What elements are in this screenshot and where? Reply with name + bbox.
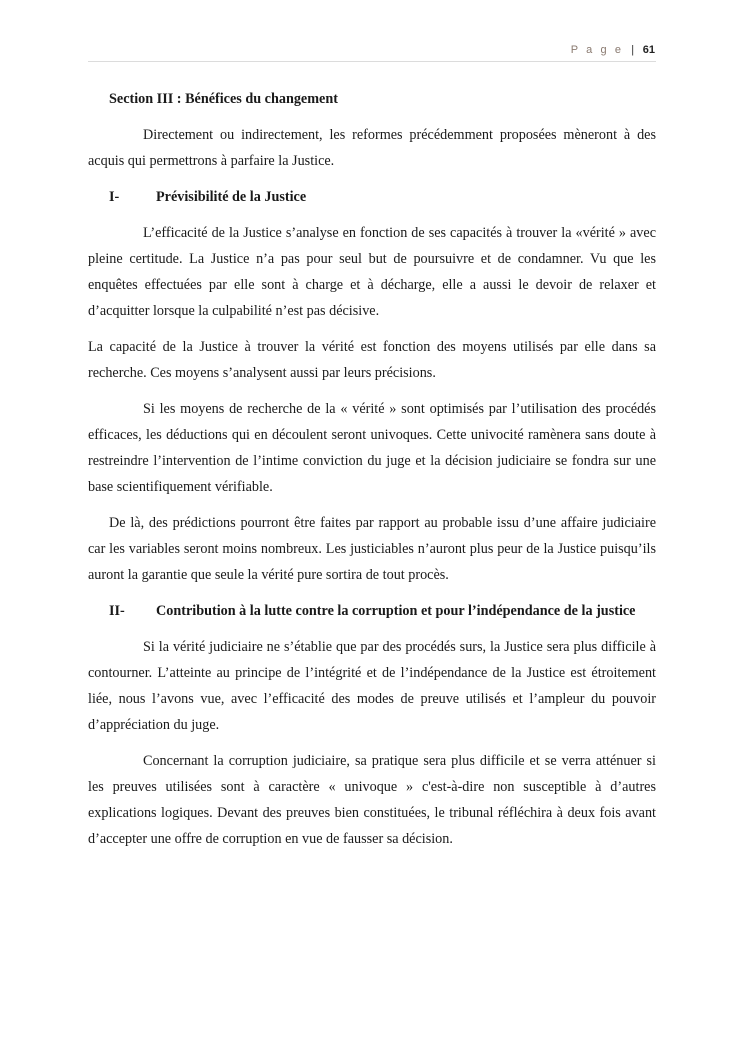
part-2-title: Contribution à la lutte contre la corruption et pour l’indépendance de la justice — [156, 603, 636, 619]
part-1-paragraph-3: Si les moyens de recherche de la « vérité » sont optimisés par l’utilisation des procédés efficaces, les déductions qui en découlent seront univoques. Cette univocité ramènera sans doute à restreindre l’intervention de l’intime conviction du juge et la décision judiciaire se fondra sur une base scientifiquement vérifiable. — [88, 401, 656, 495]
part-1-paragraph-1: L’efficacité de la Justice s’analyse en fonction de ses capacités à trouver la «vérité » avec pleine certitude. La Justice n’a pas pour seul but de poursuivre et de condamner. Vu que les enquêtes effectuées par elle sont à charge et à décharge, elle a aussi le devoir de relaxer et d’acquitter lorsque la culpabilité n’est pas décisive. — [88, 225, 656, 319]
section-title: Section III : Bénéfices du changement — [109, 91, 338, 107]
header-separator: | — [631, 44, 635, 56]
intro-paragraph: Directement ou indirectement, les reformes précédemment proposées mèneront à des acquis qui permettrons à parfaire la Justice. — [88, 127, 656, 169]
part-1-paragraph-2: La capacité de la Justice à trouver la vérité est fonction des moyens utilisés par elle dans sa recherche. Ces moyens s’analysent aussi par leurs précisions. — [88, 339, 656, 381]
page-word: P a g e — [570, 44, 624, 56]
header-rule — [88, 61, 656, 62]
part-2-numeral: II- — [109, 603, 125, 619]
part-2-paragraph-2: Concernant la corruption judiciaire, sa pratique sera plus difficile et se verra atténuer si les preuves utilisées sont à caractère « univoque » c'est-à-dire non susceptible à d’autres explications logiques. Devant des preuves bien constituées, le tribunal réfléchira à deux fois avant d’accepter une offre de corruption en vue de fausser sa décision. — [88, 753, 656, 847]
part-2-heading — [88, 598, 656, 624]
page-number: 61 — [642, 44, 655, 56]
part-1-title: Prévisibilité de la Justice — [156, 189, 307, 205]
part-1-numeral: I- — [109, 189, 120, 205]
part-1-paragraph-4: De là, des prédictions pourront être faites par rapport au probable issu d’une affaire judiciaire car les variables seront moins nombreux. Les justiciables n’auront plus peur de la Justice puisqu’ils auront la garantie que seule la vérité pure sortira de tout procès. — [88, 515, 656, 583]
page-header — [571, 44, 655, 56]
part-1-heading — [88, 184, 656, 210]
page-body — [88, 86, 656, 862]
part-2-paragraph-1: Si la vérité judiciaire ne s’établie que par des procédés surs, la Justice sera plus difficile à contourner. L’atteinte au principe de l’intégrité et de l’indépendance de la Justice est étroitement liée, nous l’avons vue, avec l’efficacité des modes de preuve utilisés et l’ampleur du pouvoir d’appréciation du juge. — [88, 639, 656, 733]
